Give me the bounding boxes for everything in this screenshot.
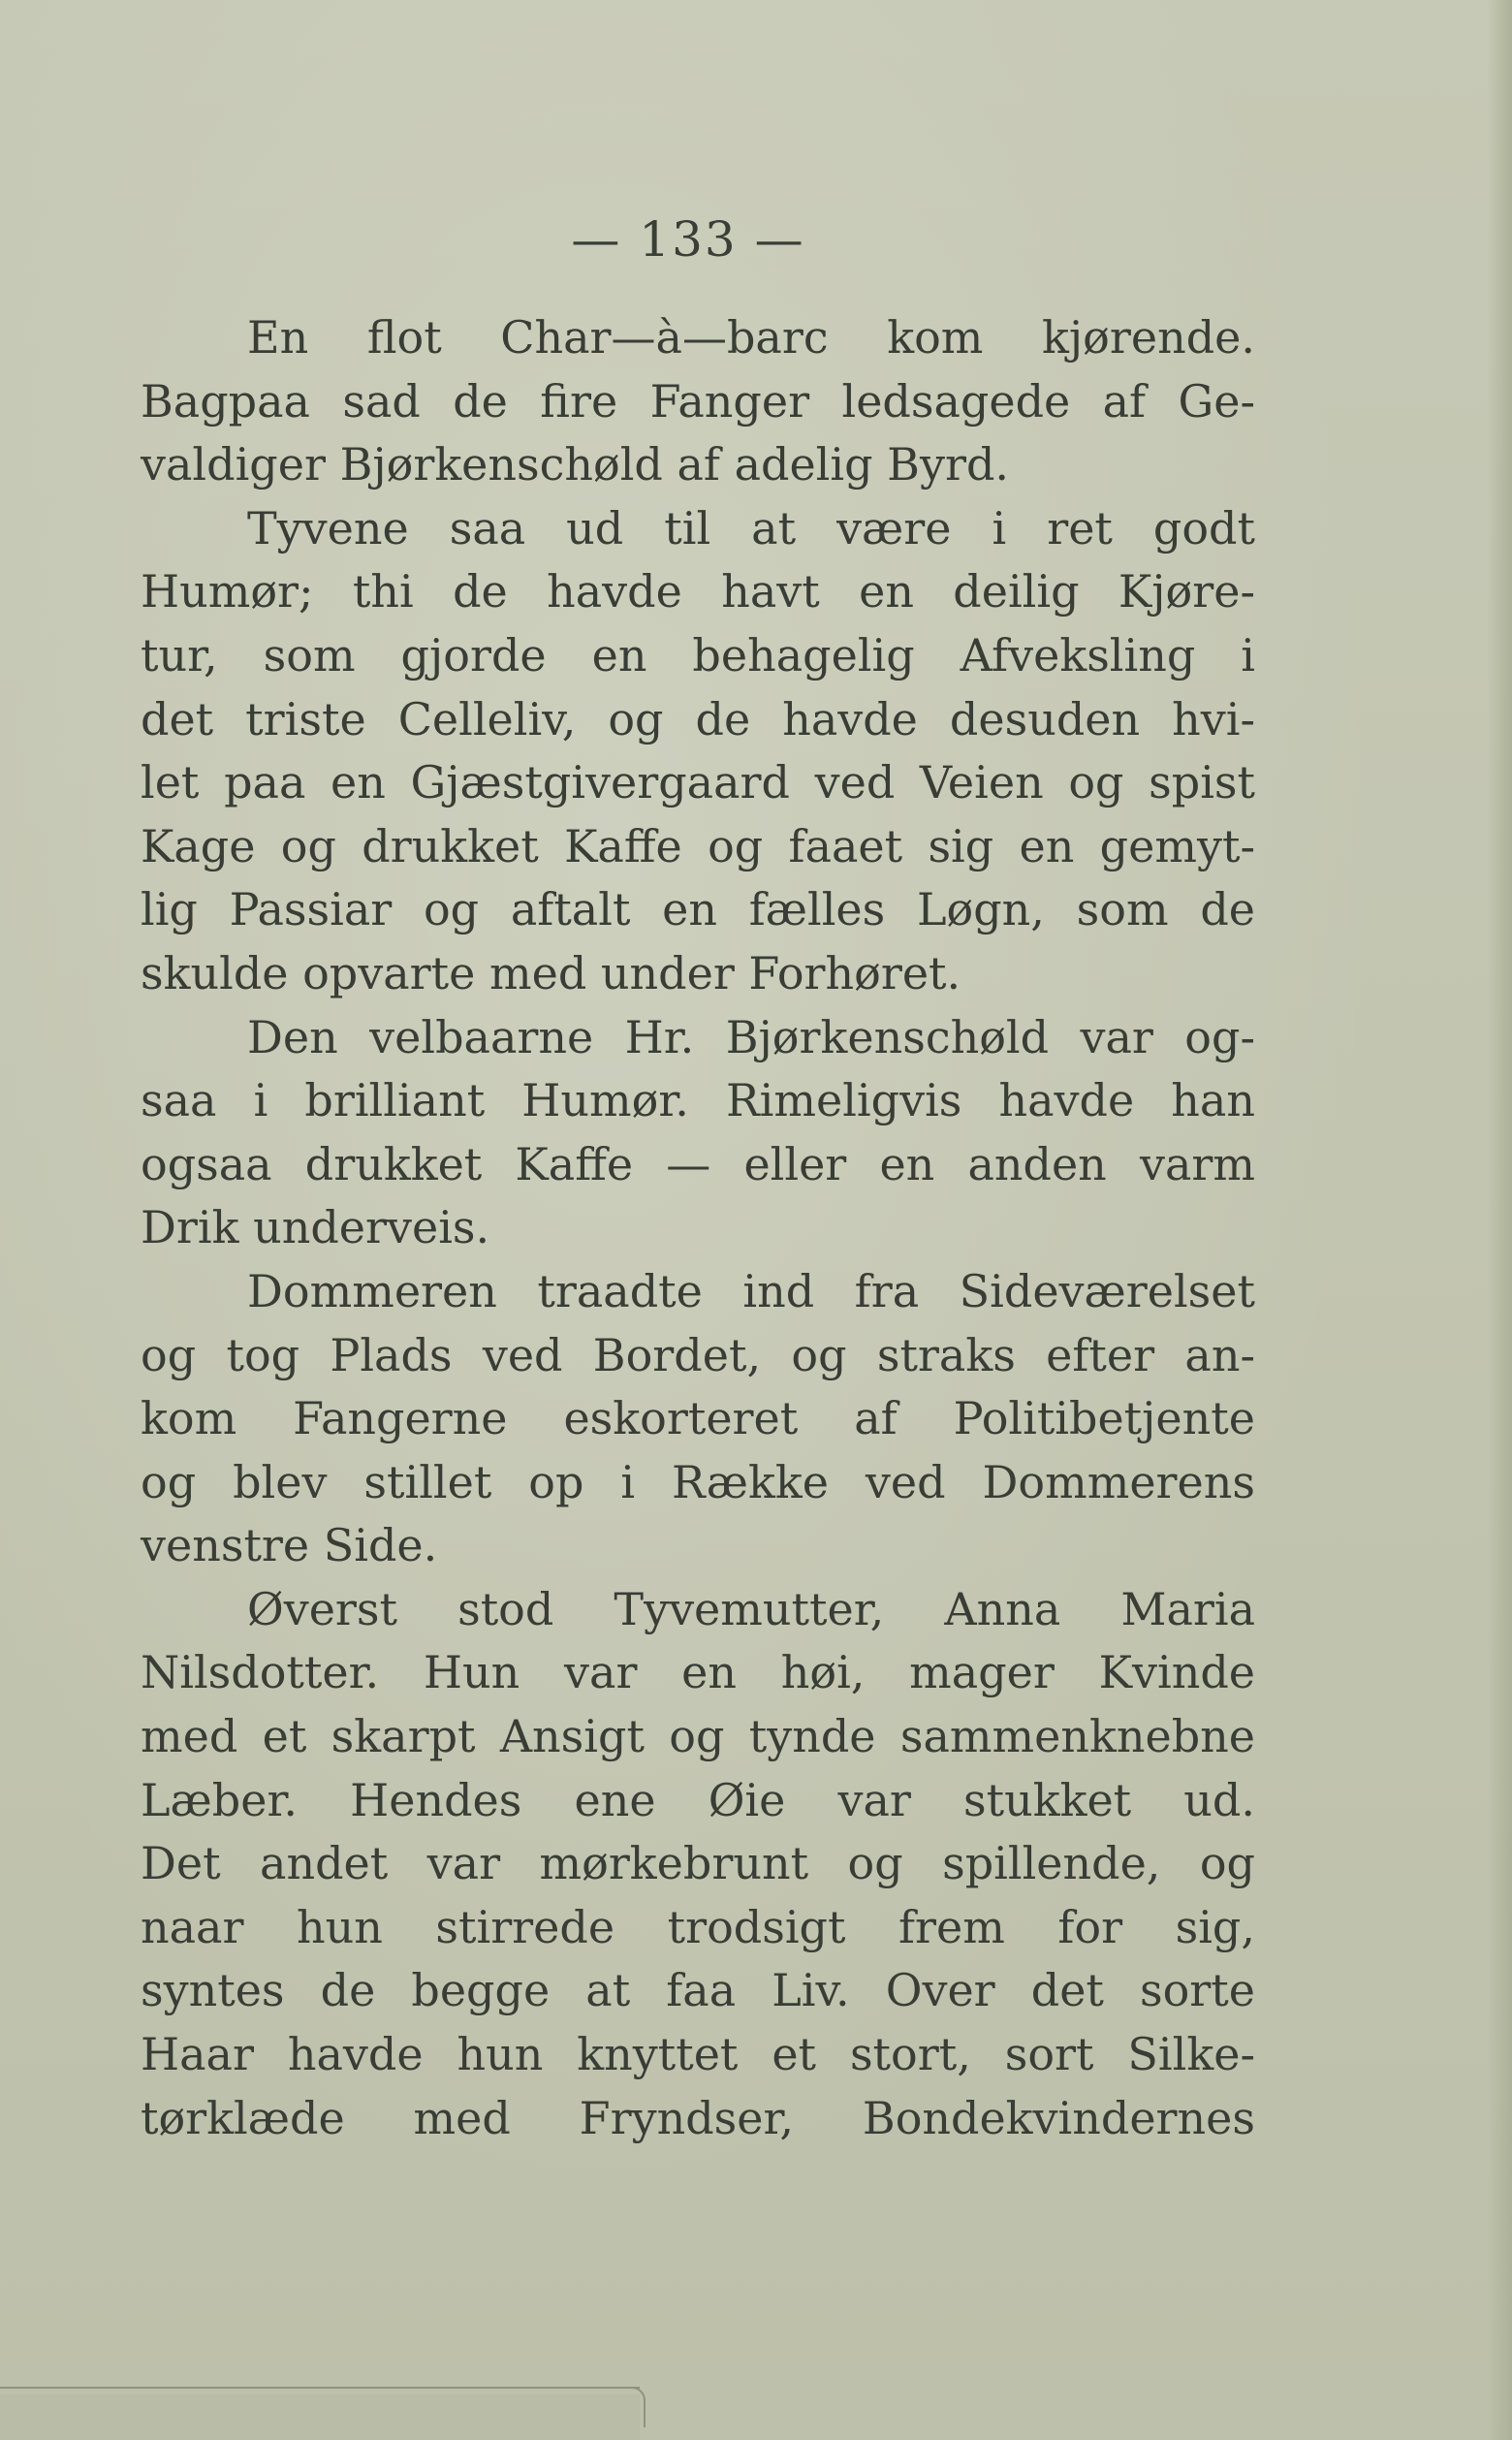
text-line: naar hun stirrede trodsigt frem for sig, [141, 1900, 1255, 1953]
text-line: Kage og drukket Kaffe og faaet sig en gemyt- [141, 819, 1255, 872]
bottom-paper-strip [0, 2394, 640, 2440]
bottom-rule [0, 2387, 640, 2389]
text-line: Humør; thi de havde havt en deilig Kjøre- [141, 565, 1255, 618]
text-line: saa i brilliant Humør. Rimeligvis havde han [141, 1074, 1255, 1127]
text-line: Haar havde hun knyttet et stort, sort Silke- [141, 2028, 1255, 2081]
text-line: og blev stillet op i Række ved Dommerens [141, 1455, 1255, 1508]
page-number: — 133 — [571, 211, 805, 268]
text-line: Læber. Hendes ene Øie var stukket ud. [141, 1773, 1255, 1826]
text-line: venstre Side. [141, 1519, 438, 1572]
body-text [141, 306, 1255, 2150]
text-line: skulde opvarte med under Forhøret. [141, 946, 961, 999]
text-line: tur, som gjorde en behagelig Afveksling i [141, 628, 1255, 681]
text-line: let paa en Gjæstgivergaard ved Veien og spist [141, 756, 1255, 809]
text-line: syntes de begge at faa Liv. Over det sorte [141, 1964, 1255, 2017]
text-line: med et skarpt Ansigt og tynde sammenknebne [141, 1710, 1255, 1763]
text-line: Øverst stod Tyvemutter, Anna Maria [247, 1582, 1255, 1635]
text-line: Drik underveis. [141, 1201, 490, 1254]
text-line: En flot Char—à—barc kom kjørende. [247, 311, 1255, 364]
text-line: det triste Celleliv, og de havde desuden hvi- [141, 692, 1255, 745]
text-line: valdiger Bjørkenschøld af adelig Byrd. [141, 438, 1010, 491]
text-line: lig Passiar og aftalt en fælles Løgn, som de [141, 883, 1255, 936]
text-line: kom Fangerne eskorteret af Politibetjente [141, 1392, 1255, 1445]
text-line: Dommeren traadte ind fra Sideværelset [247, 1264, 1255, 1317]
text-line: Det andet var mørkebrunt og spillende, og [141, 1837, 1255, 1890]
text-line: Den velbaarne Hr. Bjørkenschøld var og- [247, 1010, 1255, 1063]
text-line: ogsaa drukket Kaffe — eller en anden varm [141, 1137, 1255, 1190]
text-line: Nilsdotter. Hun var en høi, mager Kvinde [141, 1646, 1255, 1699]
page-edge-shadow [1487, 0, 1512, 2440]
text-line: tørklæde med Fryndser, Bondekvindernes [141, 2091, 1255, 2144]
text-line: Bagpaa sad de fire Fanger ledsagede af Ge- [141, 374, 1255, 428]
text-line: og tog Plads ved Bordet, og straks efter an- [141, 1328, 1255, 1381]
bottom-rule-hook [632, 2387, 646, 2427]
text-line: Tyvene saa ud til at være i ret godt [247, 501, 1255, 555]
